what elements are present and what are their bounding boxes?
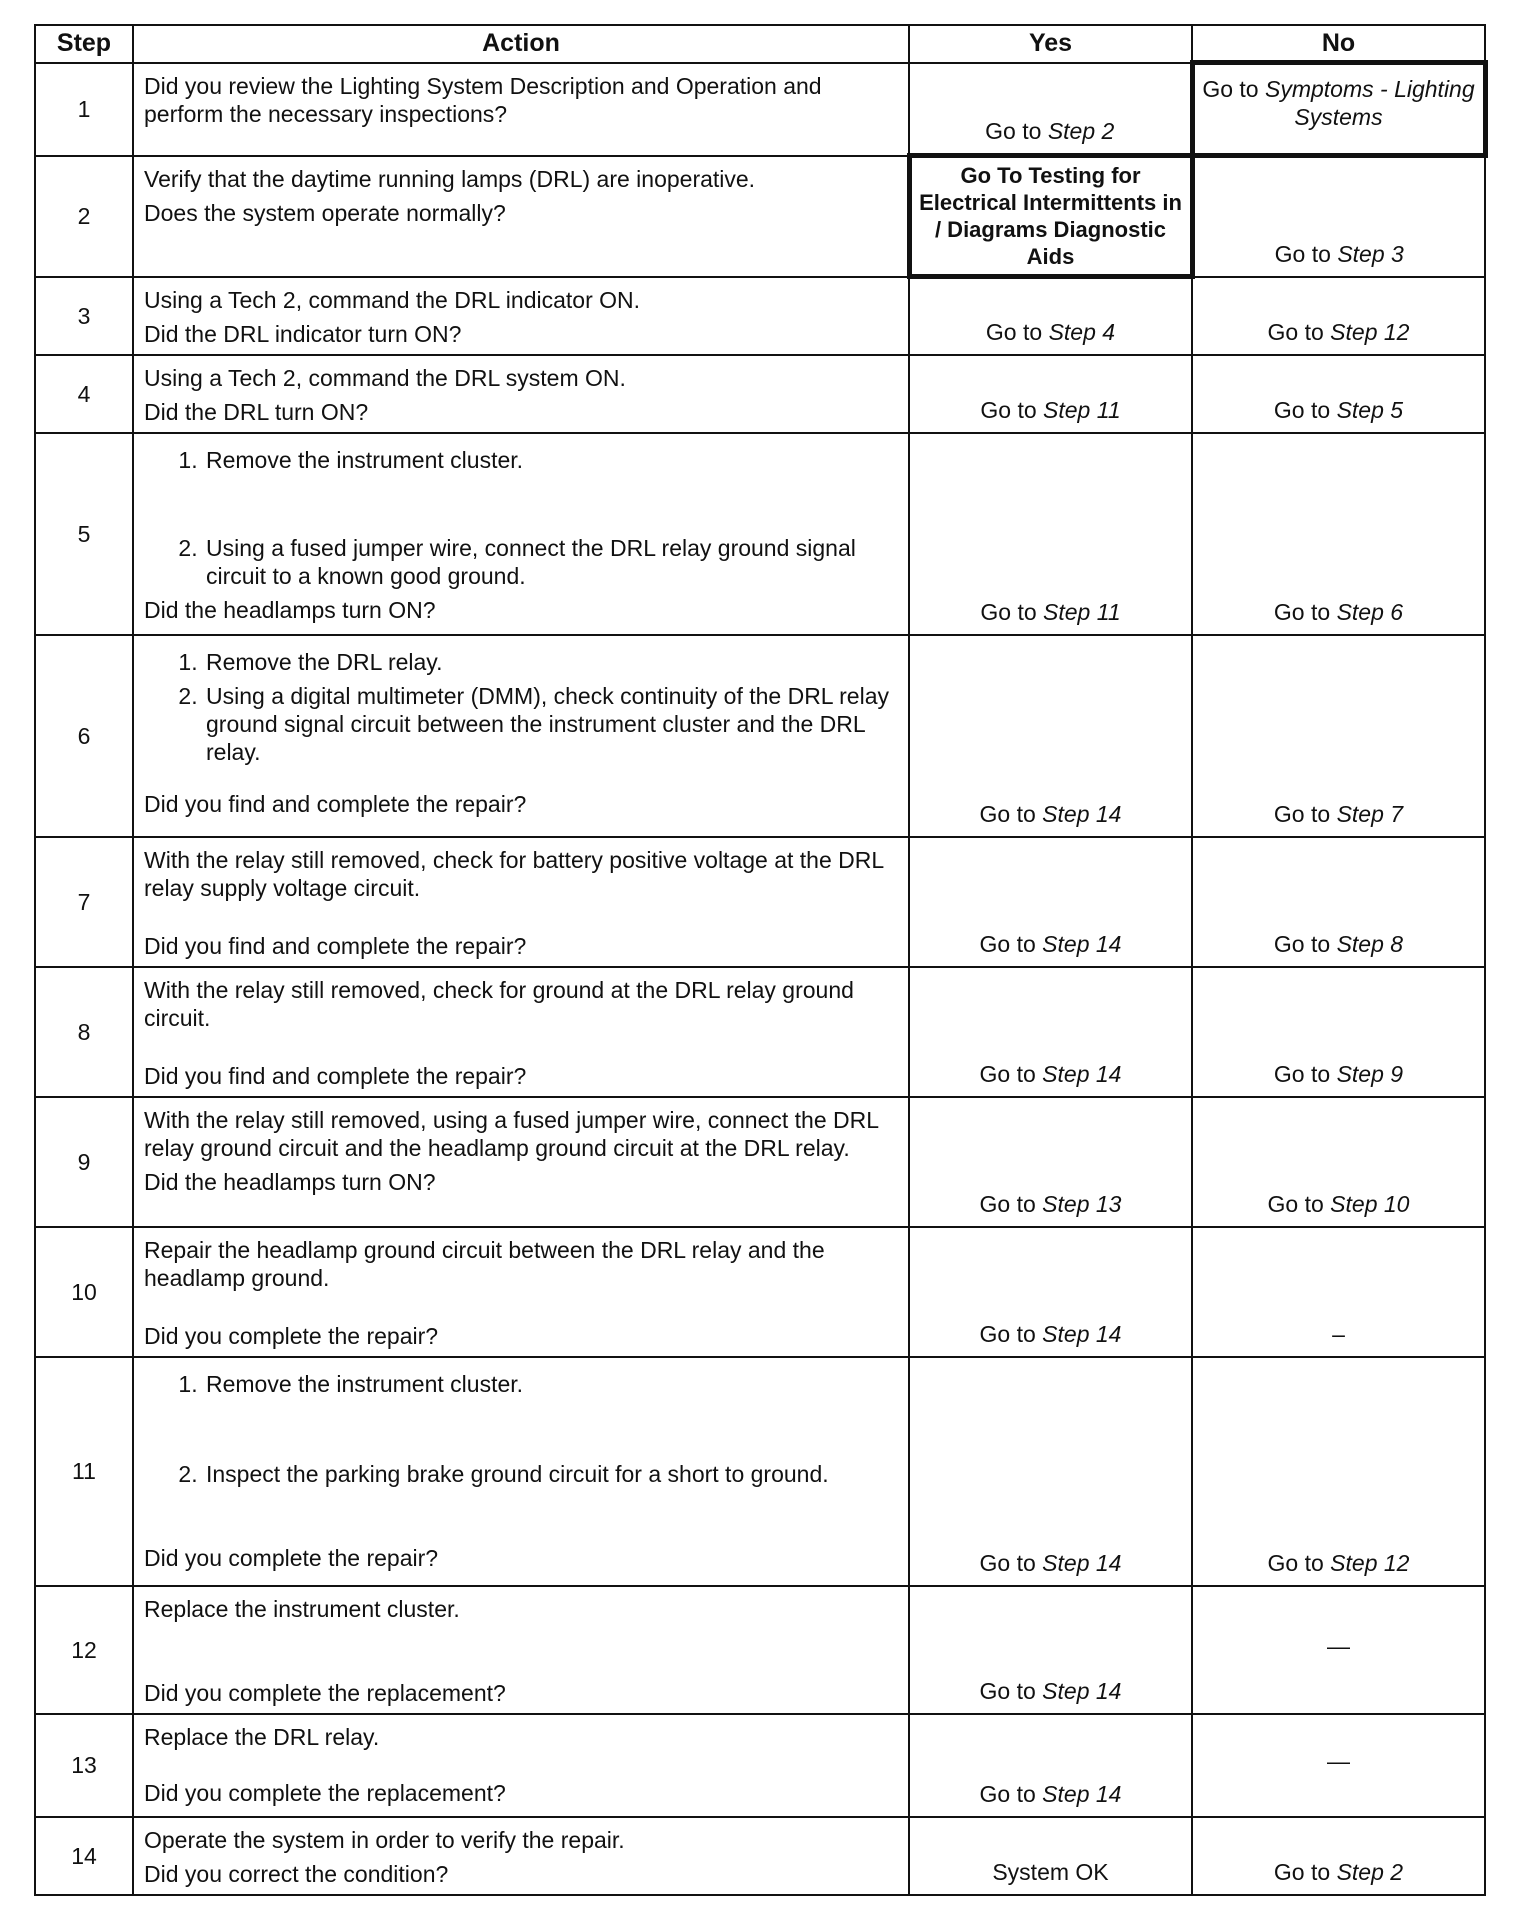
no-target: Symptoms - Lighting Systems: [1265, 76, 1475, 130]
table-row: [35, 433, 1485, 635]
no-target: Step 2: [1336, 1858, 1404, 1885]
no-target: Step 12: [1330, 318, 1410, 345]
no-cell: [1192, 635, 1485, 837]
table-row: [35, 1097, 1485, 1227]
yes-prefix: Go to: [979, 800, 1043, 827]
action-text: Repair the headlamp ground circuit between the DRL relay and the headlamp ground.: [144, 1236, 825, 1291]
yes-target: Step 13: [1042, 1190, 1122, 1217]
header-action: Action: [133, 25, 909, 63]
header-yes: Yes: [909, 25, 1192, 63]
yes-prefix: Go to: [979, 1190, 1043, 1217]
no-target: Step 12: [1330, 1549, 1410, 1576]
table-row: [35, 63, 1485, 156]
action-cell: [133, 1586, 909, 1714]
diagnostic-table: [34, 24, 1488, 1896]
step-number: 9: [35, 1097, 133, 1227]
yes-cell: [909, 63, 1192, 156]
step-number: 11: [35, 1357, 133, 1586]
yes-target: Step 2: [1047, 118, 1115, 144]
yes-cell: [909, 1714, 1192, 1817]
no-prefix: Go to: [1202, 76, 1265, 102]
action-substep: 1. Remove the DRL relay.: [204, 648, 898, 676]
action-steps: [144, 446, 898, 590]
table-row: [35, 967, 1485, 1097]
action-cell: [133, 967, 909, 1097]
action-question: Did you find and complete the repair?: [144, 790, 527, 817]
action-cell: [133, 156, 909, 277]
action-substep: 2. Using a digital multimeter (DMM), check continuity of the DRL relay ground signal circuit between the instrument cluster and the DRL relay.: [204, 682, 898, 766]
step-number: 7: [35, 837, 133, 967]
no-prefix: Go to: [1267, 1190, 1331, 1217]
yes-target: Step 14: [1042, 1549, 1122, 1576]
step-number: 13: [35, 1714, 133, 1817]
yes-cell: System OK: [909, 1817, 1192, 1895]
no-cell: [1192, 433, 1485, 635]
no-target: Step 10: [1330, 1190, 1410, 1217]
action-text: Verify that the daytime running lamps (DRL) are inoperative.: [144, 165, 756, 192]
yes-prefix: Go to: [979, 930, 1043, 957]
action-cell: [133, 1817, 909, 1895]
yes-cell: [909, 967, 1192, 1097]
table-row: [35, 635, 1485, 837]
yes-prefix: Go to: [979, 1060, 1043, 1087]
table-row: [35, 277, 1485, 355]
header-no: No: [1192, 25, 1485, 63]
action-steps: [144, 1370, 898, 1488]
table-header-row: [35, 25, 1485, 63]
no-cell: [1192, 277, 1485, 355]
yes-prefix: Go to: [979, 1677, 1043, 1704]
yes-cell: Go To Testing for Electrical Intermittents in / Diagrams Diagnostic Aids: [909, 156, 1192, 277]
yes-prefix: Go to: [979, 1549, 1043, 1576]
no-prefix: Go to: [1273, 396, 1337, 423]
action-substep: 1. Remove the instrument cluster.: [204, 446, 898, 474]
yes-target: Step 14: [1042, 1780, 1122, 1807]
action-text: Using a Tech 2, command the DRL indicator ON.: [144, 286, 641, 313]
action-question: Did you find and complete the repair?: [144, 932, 527, 959]
step-number: 5: [35, 433, 133, 635]
no-cell: [1192, 355, 1485, 433]
step-number: 2: [35, 156, 133, 277]
yes-cell: [909, 1227, 1192, 1357]
yes-target: Step 11: [1043, 396, 1121, 423]
table-row: [35, 355, 1485, 433]
yes-prefix: Go to: [985, 318, 1049, 345]
no-cell: [1192, 63, 1485, 156]
yes-prefix: Go to: [979, 1320, 1043, 1347]
action-question: Did the headlamps turn ON?: [144, 1168, 436, 1195]
action-cell: [133, 355, 909, 433]
action-cell: [133, 63, 909, 156]
no-cell: –: [1192, 1227, 1485, 1357]
yes-target: Step 14: [1042, 930, 1122, 957]
yes-cell: [909, 1357, 1192, 1586]
step-number: 4: [35, 355, 133, 433]
action-cell: [133, 433, 909, 635]
yes-prefix: Go to: [985, 118, 1048, 144]
yes-cell: [909, 277, 1192, 355]
step-number: 1: [35, 63, 133, 156]
action-cell: [133, 635, 909, 837]
step-number: 6: [35, 635, 133, 837]
no-target: Step 5: [1336, 396, 1404, 423]
no-cell: [1192, 1357, 1485, 1586]
no-cell: —: [1192, 1586, 1485, 1714]
no-prefix: Go to: [1267, 318, 1331, 345]
yes-cell: [909, 1586, 1192, 1714]
action-cell: [133, 1357, 909, 1586]
action-substep: 2. Inspect the parking brake ground circuit for a short to ground.: [204, 1460, 898, 1488]
no-cell: —: [1192, 1714, 1485, 1817]
action-text: With the relay still removed, using a fused jumper wire, connect the DRL relay ground circuit and the headlamp ground circuit at the DRL relay.: [144, 1106, 879, 1161]
yes-target: Step 4: [1048, 318, 1116, 345]
action-question: Did you complete the replacement?: [144, 1779, 506, 1806]
yes-target: Step 14: [1042, 1677, 1122, 1704]
table-row: [35, 1586, 1485, 1714]
step-number: 8: [35, 967, 133, 1097]
action-substep: 2. Using a fused jumper wire, connect the DRL relay ground signal circuit to a known good ground.: [204, 534, 898, 590]
table-row: [35, 156, 1485, 277]
no-prefix: Go to: [1273, 930, 1337, 957]
action-question: Did the DRL indicator turn ON?: [144, 320, 462, 347]
action-text: With the relay still removed, check for battery positive voltage at the DRL relay supply voltage circuit.: [144, 846, 884, 901]
yes-target: Step 14: [1042, 1060, 1122, 1087]
no-prefix: Go to: [1273, 1060, 1337, 1087]
no-cell: [1192, 1097, 1485, 1227]
action-text: Replace the instrument cluster.: [144, 1595, 460, 1622]
action-text: Did you review the Lighting System Description and Operation and perform the necessary inspections?: [144, 72, 822, 127]
yes-cell: [909, 635, 1192, 837]
step-number: 14: [35, 1817, 133, 1895]
yes-cell: [909, 433, 1192, 635]
action-text: Using a Tech 2, command the DRL system ON.: [144, 364, 626, 391]
action-question: Did you complete the replacement?: [144, 1679, 506, 1706]
action-cell: [133, 1714, 909, 1817]
action-substep: 1. Remove the instrument cluster.: [204, 1370, 898, 1398]
yes-cell: [909, 837, 1192, 967]
action-question: Did the headlamps turn ON?: [144, 596, 436, 623]
no-prefix: Go to: [1267, 1549, 1331, 1576]
action-text: Operate the system in order to verify the repair.: [144, 1826, 625, 1853]
no-target: Step 7: [1336, 800, 1404, 827]
action-question: Did you find and complete the repair?: [144, 1062, 527, 1089]
action-cell: [133, 837, 909, 967]
action-steps: [144, 648, 898, 766]
no-prefix: Go to: [1273, 598, 1337, 625]
action-cell: [133, 277, 909, 355]
diagnostic-table-sheet: [34, 24, 1484, 1896]
action-cell: [133, 1097, 909, 1227]
no-target: Step 9: [1336, 1060, 1404, 1087]
table-row: [35, 1227, 1485, 1357]
no-prefix: Go to: [1274, 240, 1338, 267]
action-question: Did you complete the repair?: [144, 1544, 439, 1571]
action-question: Does the system operate normally?: [144, 199, 506, 226]
no-target: Step 8: [1336, 930, 1404, 957]
no-prefix: Go to: [1273, 800, 1337, 827]
no-cell: [1192, 837, 1485, 967]
no-prefix: Go to: [1273, 1858, 1337, 1885]
action-question: Did the DRL turn ON?: [144, 398, 369, 425]
no-cell: [1192, 967, 1485, 1097]
step-number: 12: [35, 1586, 133, 1714]
yes-prefix: Go to: [980, 396, 1044, 423]
no-cell: [1192, 1817, 1485, 1895]
yes-prefix: Go to: [979, 1780, 1043, 1807]
action-cell: [133, 1227, 909, 1357]
action-question: Did you correct the condition?: [144, 1860, 449, 1887]
no-target: Step 3: [1337, 240, 1404, 267]
action-text: Replace the DRL relay.: [144, 1723, 380, 1750]
table-row: [35, 1357, 1485, 1586]
yes-cell: [909, 355, 1192, 433]
action-text: With the relay still removed, check for ground at the DRL relay ground circuit.: [144, 976, 854, 1031]
no-cell: [1192, 156, 1485, 277]
yes-target: Step 14: [1042, 800, 1122, 827]
table-row: [35, 837, 1485, 967]
yes-cell: [909, 1097, 1192, 1227]
action-question: Did you complete the repair?: [144, 1322, 439, 1349]
table-row: [35, 1714, 1485, 1817]
table-row: [35, 1817, 1485, 1895]
yes-target: Step 11: [1043, 598, 1121, 625]
step-number: 3: [35, 277, 133, 355]
header-step: Step: [35, 25, 133, 63]
step-number: 10: [35, 1227, 133, 1357]
yes-prefix: Go to: [980, 598, 1044, 625]
yes-target: Step 14: [1042, 1320, 1122, 1347]
no-target: Step 6: [1336, 598, 1404, 625]
